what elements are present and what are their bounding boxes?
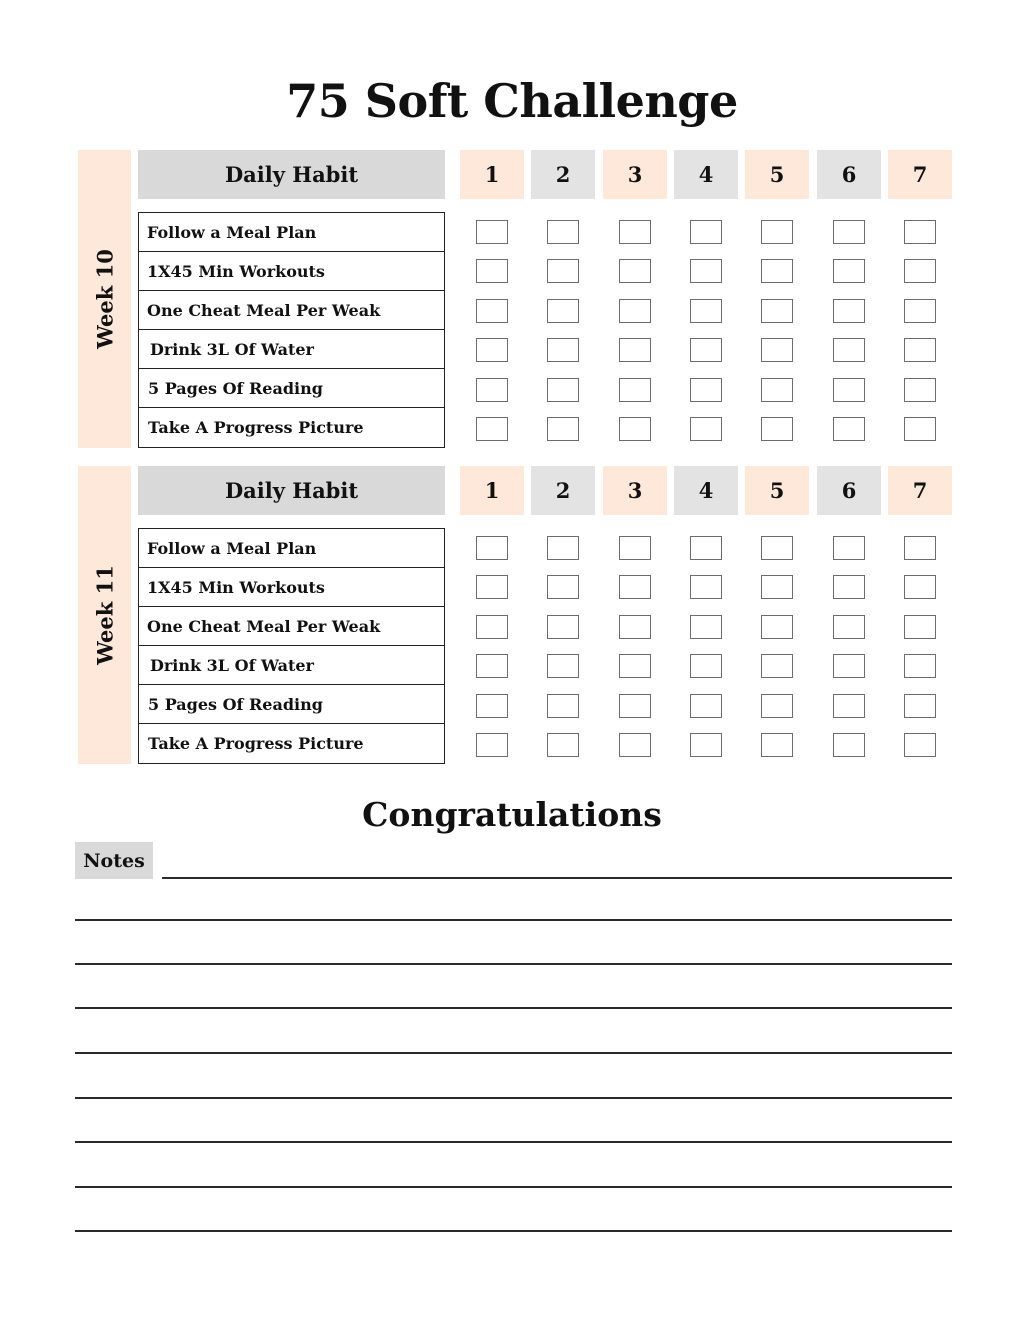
day-checkbox[interactable]: [904, 338, 936, 362]
notes-line[interactable]: [75, 963, 952, 965]
week-block-11: [0, 466, 1024, 764]
daily-habit-header: Daily Habit: [138, 150, 445, 199]
day-checkbox[interactable]: [833, 220, 865, 244]
day-checkbox[interactable]: [833, 615, 865, 639]
day-checkbox[interactable]: [476, 615, 508, 639]
day-checkbox[interactable]: [761, 259, 793, 283]
day-checkbox[interactable]: [761, 299, 793, 323]
day-checkbox[interactable]: [833, 299, 865, 323]
day-checkbox[interactable]: [904, 378, 936, 402]
day-checkbox[interactable]: [761, 220, 793, 244]
week-label-panel: [78, 150, 131, 448]
day-checkbox[interactable]: [476, 299, 508, 323]
week-label-panel: [78, 466, 131, 764]
day-checkbox[interactable]: [619, 378, 651, 402]
day-checkbox[interactable]: [619, 220, 651, 244]
day-checkbox[interactable]: [619, 259, 651, 283]
notes-line[interactable]: [75, 1052, 952, 1054]
habit-row: Take A Progress Picture: [148, 418, 364, 437]
day-checkbox[interactable]: [547, 536, 579, 560]
habit-list: [138, 212, 445, 448]
day-header-6: 6: [817, 150, 881, 199]
day-checkbox[interactable]: [690, 536, 722, 560]
week-label: Week 11: [92, 565, 117, 665]
page-title: 75 Soft Challenge: [286, 74, 738, 128]
day-checkbox[interactable]: [833, 338, 865, 362]
day-checkbox[interactable]: [904, 615, 936, 639]
habit-row: One Cheat Meal Per Weak: [139, 291, 444, 330]
day-checkbox[interactable]: [547, 733, 579, 757]
day-checkbox[interactable]: [547, 378, 579, 402]
day-checkbox[interactable]: [619, 694, 651, 718]
notes-label: Notes: [75, 842, 153, 879]
day-checkbox[interactable]: [547, 299, 579, 323]
day-checkbox[interactable]: [761, 654, 793, 678]
day-checkbox[interactable]: [904, 536, 936, 560]
day-checkbox[interactable]: [690, 694, 722, 718]
daily-habit-header: Daily Habit: [138, 466, 445, 515]
notes-line[interactable]: [162, 877, 952, 879]
day-checkbox[interactable]: [547, 220, 579, 244]
day-checkbox[interactable]: [904, 733, 936, 757]
day-checkbox[interactable]: [904, 259, 936, 283]
day-checkbox[interactable]: [619, 417, 651, 441]
day-checkbox[interactable]: [619, 615, 651, 639]
day-checkbox[interactable]: [904, 654, 936, 678]
day-checkbox[interactable]: [690, 378, 722, 402]
habit-row: 1X45 Min Workouts: [139, 568, 444, 607]
habit-row: Drink 3L Of Water: [139, 646, 444, 685]
day-header-5: 5: [745, 150, 809, 199]
day-checkbox[interactable]: [833, 575, 865, 599]
day-header-3: 3: [603, 466, 667, 515]
day-checkbox[interactable]: [904, 694, 936, 718]
habit-row: 5 Pages Of Reading: [139, 369, 444, 408]
day-checkbox[interactable]: [476, 654, 508, 678]
day-checkbox[interactable]: [761, 378, 793, 402]
day-checkbox[interactable]: [761, 733, 793, 757]
notes-line[interactable]: [75, 1230, 952, 1232]
day-checkbox[interactable]: [904, 299, 936, 323]
day-checkbox[interactable]: [904, 575, 936, 599]
habit-row: Take A Progress Picture: [148, 734, 364, 753]
day-header-4: 4: [674, 150, 738, 199]
day-checkbox[interactable]: [833, 654, 865, 678]
habit-row: 1X45 Min Workouts: [139, 252, 444, 291]
day-checkbox[interactable]: [761, 536, 793, 560]
week-block-10: [0, 150, 1024, 448]
day-checkbox[interactable]: [547, 694, 579, 718]
day-checkbox[interactable]: [761, 338, 793, 362]
day-checkbox[interactable]: [476, 733, 508, 757]
day-checkbox[interactable]: [690, 615, 722, 639]
day-checkbox[interactable]: [547, 575, 579, 599]
day-header-7: 7: [888, 466, 952, 515]
habit-row: Follow a Meal Plan: [139, 213, 444, 252]
day-checkbox[interactable]: [619, 575, 651, 599]
day-header-1: 1: [460, 150, 524, 199]
day-checkbox[interactable]: [547, 338, 579, 362]
notes-line[interactable]: [75, 1097, 952, 1099]
day-checkbox[interactable]: [833, 417, 865, 441]
day-checkbox[interactable]: [547, 259, 579, 283]
day-checkbox[interactable]: [476, 220, 508, 244]
day-header-6: 6: [817, 466, 881, 515]
day-checkbox[interactable]: [476, 259, 508, 283]
habit-list: [138, 528, 445, 764]
habit-row: Drink 3L Of Water: [139, 330, 444, 369]
day-checkbox[interactable]: [761, 694, 793, 718]
week-label: Week 10: [92, 249, 117, 349]
day-checkbox[interactable]: [547, 615, 579, 639]
notes-line[interactable]: [75, 919, 952, 921]
day-checkbox[interactable]: [904, 417, 936, 441]
day-checkbox[interactable]: [476, 694, 508, 718]
day-checkbox[interactable]: [476, 338, 508, 362]
day-header-5: 5: [745, 466, 809, 515]
day-checkbox[interactable]: [619, 733, 651, 757]
day-header-2: 2: [531, 466, 595, 515]
day-checkbox[interactable]: [904, 220, 936, 244]
day-checkbox[interactable]: [761, 575, 793, 599]
day-checkbox[interactable]: [833, 536, 865, 560]
day-checkbox[interactable]: [476, 536, 508, 560]
congratulations-heading: Congratulations: [362, 795, 662, 834]
day-checkbox[interactable]: [690, 654, 722, 678]
day-checkbox[interactable]: [833, 694, 865, 718]
day-checkbox[interactable]: [761, 417, 793, 441]
day-checkbox[interactable]: [547, 417, 579, 441]
notes-line[interactable]: [75, 1186, 952, 1188]
day-checkbox[interactable]: [619, 299, 651, 323]
habit-row: Follow a Meal Plan: [139, 529, 444, 568]
day-checkbox[interactable]: [690, 220, 722, 244]
day-checkbox[interactable]: [690, 259, 722, 283]
day-header-3: 3: [603, 150, 667, 199]
day-header-4: 4: [674, 466, 738, 515]
day-checkbox[interactable]: [476, 378, 508, 402]
day-checkbox[interactable]: [690, 338, 722, 362]
day-checkbox[interactable]: [476, 417, 508, 441]
day-header-2: 2: [531, 150, 595, 199]
day-checkbox[interactable]: [761, 615, 793, 639]
habit-row: One Cheat Meal Per Weak: [139, 607, 444, 646]
habit-row: 5 Pages Of Reading: [139, 685, 444, 724]
day-checkbox[interactable]: [619, 338, 651, 362]
day-checkbox[interactable]: [547, 654, 579, 678]
day-checkbox[interactable]: [619, 654, 651, 678]
day-checkbox[interactable]: [833, 259, 865, 283]
day-checkbox[interactable]: [690, 417, 722, 441]
day-checkbox[interactable]: [619, 536, 651, 560]
notes-line[interactable]: [75, 1007, 952, 1009]
notes-line[interactable]: [75, 1141, 952, 1143]
day-header-7: 7: [888, 150, 952, 199]
day-header-1: 1: [460, 466, 524, 515]
day-checkbox[interactable]: [690, 299, 722, 323]
day-checkbox[interactable]: [476, 575, 508, 599]
day-checkbox[interactable]: [690, 733, 722, 757]
day-checkbox[interactable]: [833, 378, 865, 402]
day-checkbox[interactable]: [833, 733, 865, 757]
day-checkbox[interactable]: [690, 575, 722, 599]
